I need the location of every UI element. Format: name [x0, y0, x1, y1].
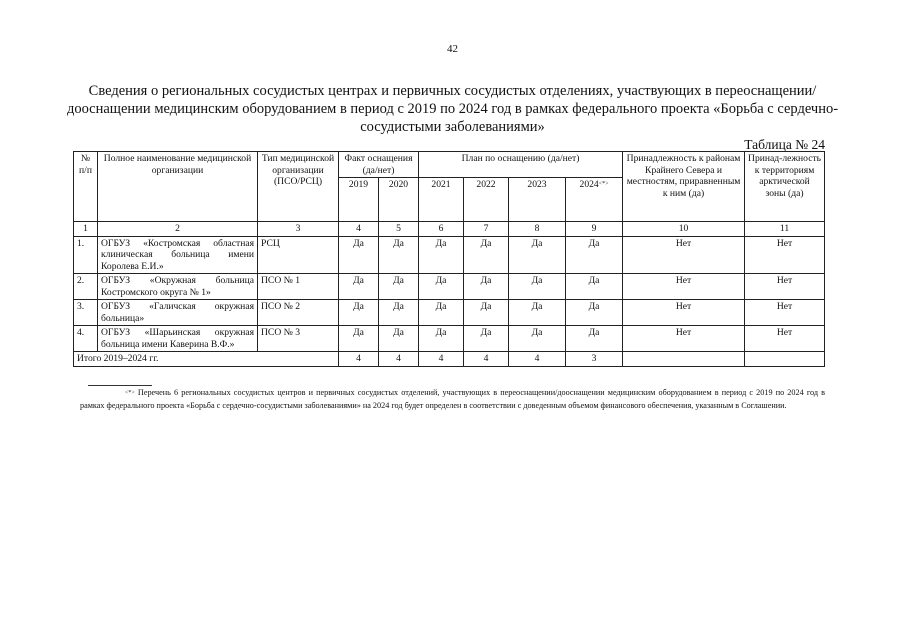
- equipment-status: Да: [509, 274, 566, 300]
- total-cell: 4: [464, 352, 509, 367]
- total-cell: 3: [566, 352, 623, 367]
- header-arctic: Принад-лежность к территориям арктической зоны (да): [745, 152, 825, 222]
- header-year: 2021: [419, 178, 464, 222]
- row-number: 2.: [74, 274, 98, 300]
- equipment-status: Да: [509, 300, 566, 326]
- column-number: 11: [745, 222, 825, 237]
- equipment-status: Да: [379, 326, 419, 352]
- row-number: 1.: [74, 236, 98, 274]
- footnote-divider: [88, 385, 152, 386]
- column-number: 1: [74, 222, 98, 237]
- equipment-status: Да: [509, 326, 566, 352]
- total-cell-empty: [745, 352, 825, 367]
- organization-type: ПСО № 3: [258, 326, 339, 352]
- table-row: [74, 274, 825, 300]
- far-north-status: Нет: [623, 326, 745, 352]
- total-cell: 4: [509, 352, 566, 367]
- far-north-status: Нет: [623, 300, 745, 326]
- arctic-status: Нет: [745, 274, 825, 300]
- equipment-status: Да: [379, 236, 419, 274]
- equipment-status: Да: [464, 300, 509, 326]
- arctic-status: Нет: [745, 300, 825, 326]
- total-cell-empty: [623, 352, 745, 367]
- header-fact: Факт оснащения (да/нет): [339, 152, 419, 178]
- equipment-status: Да: [379, 300, 419, 326]
- equipment-status: Да: [464, 274, 509, 300]
- row-number: 4.: [74, 326, 98, 352]
- equipment-status: Да: [566, 236, 623, 274]
- header-year: 2020: [379, 178, 419, 222]
- organization-name: ОГБУЗ «Шарьинская окружная больница имени Каверина В.Ф.»: [98, 326, 258, 352]
- header-name: Полное наименование медицинской организации: [98, 152, 258, 222]
- column-number: 3: [258, 222, 339, 237]
- column-number: 4: [339, 222, 379, 237]
- header-num: № п/п: [74, 152, 98, 222]
- header-type: Тип медицинской организации (ПСО/РСЦ): [258, 152, 339, 222]
- column-number: 8: [509, 222, 566, 237]
- header-year-label: 2024: [579, 179, 599, 190]
- equipment-status: Да: [419, 274, 464, 300]
- organization-type: ПСО № 1: [258, 274, 339, 300]
- header-plan: План по оснащению (да/нет): [419, 152, 623, 178]
- total-label: Итого 2019–2024 гг.: [74, 352, 339, 367]
- column-number: 7: [464, 222, 509, 237]
- equipment-status: Да: [339, 326, 379, 352]
- footnote-text: Перечень 6 региональных сосудистых центров и первичных сосудистых отделений, участвующих в переоснащении/дооснащении медицинским оборудованием в период с 2019 по 2024 год в рамках федерального проекта «Борьба с сердечно-сосудистыми заболеваниями» на 2024 год будет определен в соответствии с доведенным объемом финансового обеспечения, указанным в Соглашении.: [80, 388, 825, 410]
- total-cell: 4: [339, 352, 379, 367]
- organization-name: ОГБУЗ «Окружная больница Костромского округа № 1»: [98, 274, 258, 300]
- organization-name: ОГБУЗ «Костромская областная клиническая больница имени Королева Е.И.»: [98, 236, 258, 274]
- column-number: 5: [379, 222, 419, 237]
- equipment-status: Да: [566, 300, 623, 326]
- equipment-status: Да: [419, 300, 464, 326]
- equipment-status: Да: [339, 274, 379, 300]
- organization-name: ОГБУЗ «Галичская окружная больница»: [98, 300, 258, 326]
- total-cell: 4: [419, 352, 464, 367]
- equipment-status: Да: [464, 326, 509, 352]
- equipment-status: Да: [379, 274, 419, 300]
- equipment-status: Да: [339, 300, 379, 326]
- table-label: Таблица № 24: [744, 137, 825, 152]
- header-year: 2019: [339, 178, 379, 222]
- equipment-status: Да: [339, 236, 379, 274]
- equipment-table: [73, 151, 825, 367]
- equipment-status: Да: [419, 326, 464, 352]
- equipment-status: Да: [464, 236, 509, 274]
- column-number: 9: [566, 222, 623, 237]
- header-year-2024: [566, 178, 623, 222]
- equipment-status: Да: [566, 326, 623, 352]
- far-north-status: Нет: [623, 236, 745, 274]
- organization-type: ПСО № 2: [258, 300, 339, 326]
- header-year: 2022: [464, 178, 509, 222]
- table-row: [74, 326, 825, 352]
- total-row: [74, 352, 825, 367]
- organization-type: РСЦ: [258, 236, 339, 274]
- equipment-status: Да: [419, 236, 464, 274]
- footnote-mark: <*>: [125, 390, 135, 396]
- header-year: 2023: [509, 178, 566, 222]
- footnote: [80, 387, 825, 412]
- far-north-status: Нет: [623, 274, 745, 300]
- equipment-status: Да: [566, 274, 623, 300]
- footnote-mark: <*>: [598, 181, 609, 187]
- row-number: 3.: [74, 300, 98, 326]
- document-title: Сведения о региональных сосудистых центрах и первичных сосудистых отделениях, участвующих в переоснащении/дооснащении медицинским оборудованием в период с 2019 по 2024 год в рамках федерального проекта «Борьба с сердечно-сосудистыми заболеваниями»: [66, 83, 839, 135]
- table-row: [74, 300, 825, 326]
- table-body: [74, 236, 825, 352]
- header-north: Принадлежность к районам Крайнего Севера и местностям, приравненным к ним (да): [623, 152, 745, 222]
- total-cell: 4: [379, 352, 419, 367]
- equipment-status: Да: [509, 236, 566, 274]
- arctic-status: Нет: [745, 236, 825, 274]
- column-number: 10: [623, 222, 745, 237]
- column-number-row: [74, 222, 825, 237]
- column-number: 6: [419, 222, 464, 237]
- table-row: [74, 236, 825, 274]
- column-number: 2: [98, 222, 258, 237]
- page-number: 42: [447, 43, 458, 55]
- arctic-status: Нет: [745, 326, 825, 352]
